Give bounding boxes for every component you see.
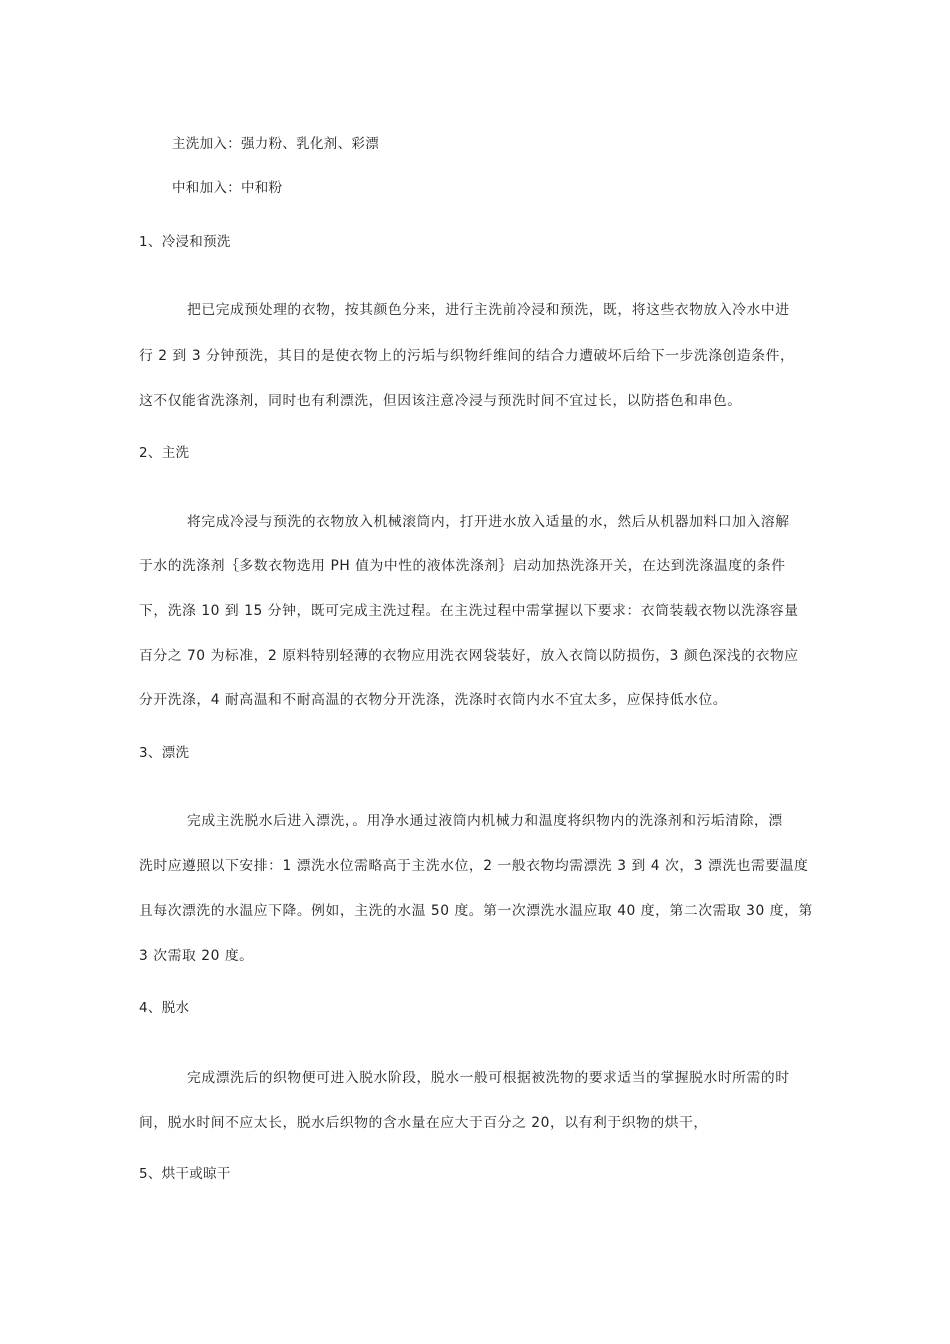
paragraph-line: 且每次漂洗的水温应下降。例如，主洗的水温 50 度。第一次漂洗水温应取 40 度，第二次需取 30 度，第 (139, 903, 813, 919)
paragraph-line: 将完成冷浸与预洗的衣物放入机械滚筒内，打开进水放入适量的水，然后从机器加料口加入溶解 (187, 514, 790, 530)
paragraph-line: 把已完成预处理的衣物，按其颜色分来，进行主洗前冷浸和预洗，既，将这些衣物放入冷水中进 (187, 302, 790, 318)
neutralize-additives: 中和加入：中和粉 (172, 180, 283, 196)
paragraph-line: 这不仅能省洗涤剂，同时也有利漂洗，但因该注意冷浸与预洗时间不宜过长，以防搭色和串色。 (139, 393, 742, 409)
main-wash-additives: 主洗加入：强力粉、乳化剂、彩漂 (172, 136, 379, 152)
section-heading-spin-dry: 4、脱水 (139, 1000, 190, 1016)
paragraph-line: 完成主洗脱水后进入漂洗，。用净水通过液筒内机械力和温度将织物内的洗涤剂和污垢清除，漂 (187, 813, 783, 829)
paragraph-line: 下，洗涤 10 到 15 分钟，既可完成主洗过程。在主洗过程中需掌握以下要求：衣筒装载衣物以洗涤容量 (139, 603, 799, 619)
paragraph-line: 洗时应遵照以下安排：1 漂洗水位需略高于主洗水位，2 一般衣物均需漂洗 3 到 4 次，3 漂洗也需要温度 (139, 858, 809, 874)
section-heading-rinse: 3、漂洗 (139, 745, 190, 761)
section-heading-dry: 5、烘干或晾干 (139, 1166, 231, 1182)
paragraph-line: 百分之 70 为标准，2 原料特别轻薄的衣物应用洗衣网袋装好，放入衣筒以防损伤，3 颜色深浅的衣物应 (139, 648, 799, 664)
section-heading-main-wash: 2、主洗 (139, 445, 190, 461)
paragraph-line: 行 2 到 3 分钟预洗，其目的是使衣物上的污垢与织物纤维间的结合力遭破坏后给下一步洗涤创造条件， (139, 348, 795, 364)
paragraph-line: 间，脱水时间不应太长，脱水后织物的含水量在应大于百分之 20，以有利于织物的烘干， (139, 1115, 708, 1131)
paragraph-line: 于水的洗涤剂｛多数衣物选用 PH 值为中性的液体洗涤剂｝启动加热洗涤开关，在达到洗涤温度的条件 (139, 558, 786, 574)
paragraph-line: 分开洗涤，4 耐高温和不耐高温的衣物分开洗涤，洗涤时衣筒内水不宜太多，应保持低水位。 (139, 692, 728, 708)
paragraph-line: 完成漂洗后的织物便可进入脱水阶段，脱水一般可根据被洗物的要求适当的掌握脱水时所需的时 (187, 1070, 790, 1086)
paragraph-line: 3 次需取 20 度。 (139, 948, 254, 964)
section-heading-cold-soak: 1、冷浸和预洗 (139, 234, 231, 250)
